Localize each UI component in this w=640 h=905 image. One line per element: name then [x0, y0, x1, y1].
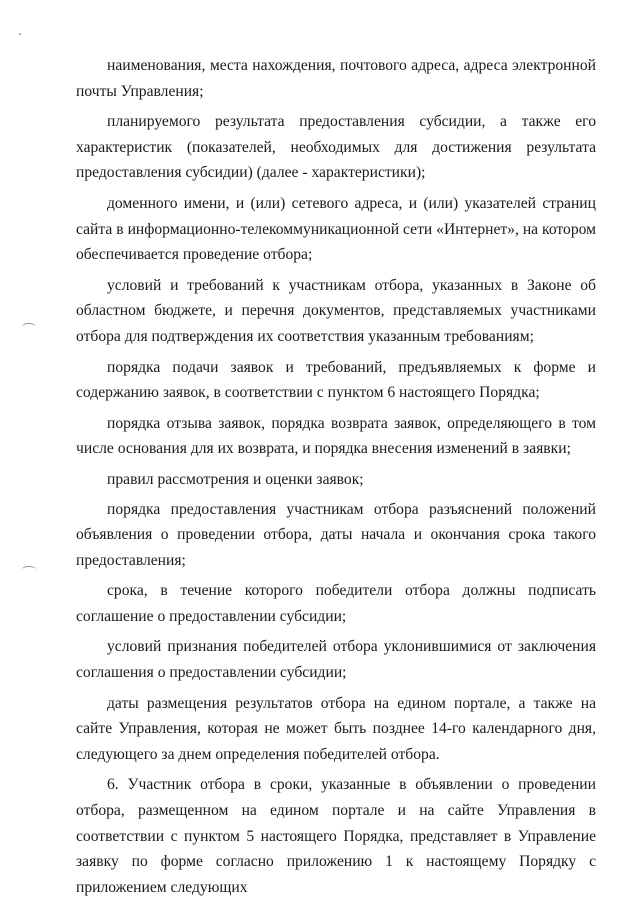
document-body	[76, 53, 596, 905]
paragraph: порядка подачи заявок и требований, предъявляемых к форме и содержанию заявок, в соответствии с пунктом 6 настоящего Порядка;	[76, 358, 596, 402]
paragraph: наименования, места нахождения, почтового адреса, адреса электронной почты Управления;	[76, 57, 596, 100]
paragraph: планируемого результата предоставления субсидии, а также его характеристик (показателей, необходимых для достижения результата предоставления субсидии) (далее - характеристики);	[76, 113, 596, 182]
paragraph: порядка предоставления участникам отбора разъяснений положений объявления о проведении отбора, даты начала и окончания срока такого предоставления;	[76, 500, 596, 569]
scan-speck	[19, 33, 21, 35]
paragraph: правил рассмотрения и оценки заявок;	[107, 470, 364, 488]
paragraph: порядка отзыва заявок, порядка возврата заявок, определяющего в том числе основания для их возврата, и порядка внесения изменений в заявки;	[76, 414, 596, 458]
binding-hole-mark	[22, 566, 36, 573]
paragraph: доменного имени, и (или) сетевого адреса, и (или) указателей страниц сайта в информационно-телекоммуникационной сети «Интернет», на котором обеспечивается проведение отбора;	[76, 194, 596, 264]
paragraph: условий и требований к участникам отбора, указанных в Законе об областном бюджете, и перечня документов, представляемых участниками отбора для подтверждения их соответствия указанным требованиям;	[76, 276, 596, 345]
binding-hole-mark	[22, 323, 36, 330]
paragraph: условий признания победителей отбора уклонившимися от заключения соглашения о предоставлении субсидии;	[76, 638, 596, 682]
paragraph-numbered-6: 6. Участник отбора в сроки, указанные в объявлении о проведении отбора, размещенном на едином портале и на сайте Управления в соответствии с пунктом 5 настоящего Порядка, представляет в Управление заявку по форме согласно приложению 1 к настоящему Порядку с приложением следующих	[76, 776, 596, 896]
paragraph: срока, в течение которого победители отбора должны подписать соглашение о предоставлении субсидии;	[76, 582, 596, 625]
paragraph: даты размещения результатов отбора на едином портале, а также на сайте Управления, которая не может быть позднее 14-го календарного дня, следующего за днем определения победителей отбора.	[76, 694, 596, 763]
